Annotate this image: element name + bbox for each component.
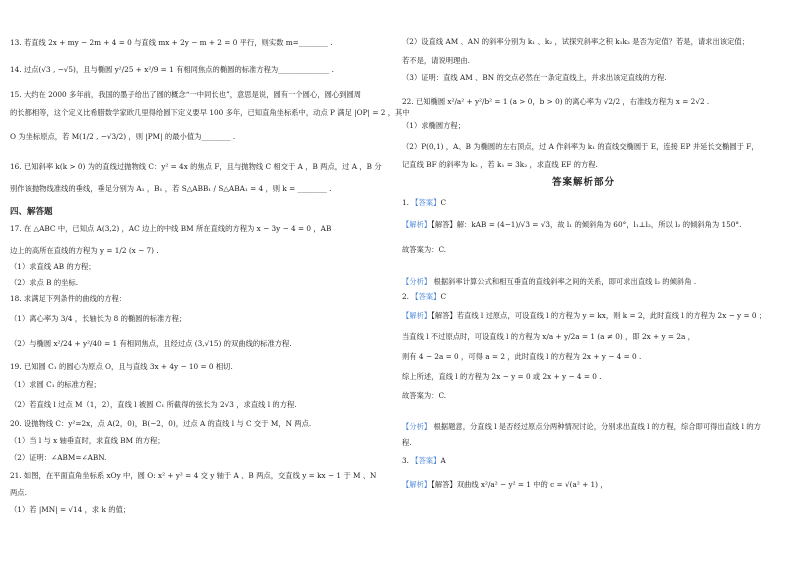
answer-tag: 【解析】 xyxy=(402,480,432,489)
answer-line xyxy=(402,198,446,208)
answer-line xyxy=(402,311,766,321)
answer-tag: 【答案】 xyxy=(411,198,441,207)
answer-text: 程. xyxy=(402,438,412,447)
left-column xyxy=(10,0,410,561)
question-line: 记直线 BF 的斜率为 k₂ ，若 k₁ = 3k₂ ，求直线 EF 的方程. xyxy=(402,160,598,169)
answer-tag: 【分析】 xyxy=(402,277,432,286)
question-line: （2）P(0,1) ，A、B 为椭圆的左右顶点，过 A 作斜率为 k₁ 的直线交椭圆于 E，连接 EP 并延长交椭圆于 F， xyxy=(402,142,759,151)
question-line: 若不是，请说明理由. xyxy=(402,56,470,65)
question-line: （1）求圆 C₁ 的标准方程； xyxy=(10,380,101,389)
question-line: 边上的高所在直线的方程为 y = 1/2 (x − 7) . xyxy=(10,246,159,255)
right-column xyxy=(402,0,782,561)
question-line: （1）若 |MN| = √14 ，求 k 的值； xyxy=(10,505,131,514)
answer-text: 综上所述，直线 l 的方程为 2x − y = 0 或 2x + y − 4 = 0 . xyxy=(402,372,602,381)
answer-tag: 【解析】 xyxy=(402,311,432,320)
question-line: 22. 已知椭圆 x²/a² + y²/b² = 1 (a > 0，b > 0) 的离心率为 √2/2 ，右准线方程为 x = 2√2 . xyxy=(402,97,710,106)
answer-text: 【解答】若直线 l 过原点，可设直线 l 的方程为 y = kx，则 k = 2，此时直线 l 的方程为 2x − y = 0 ； xyxy=(431,311,767,320)
answer-text: 3. xyxy=(402,456,412,465)
section-heading: 四、解答题 xyxy=(10,207,53,217)
answer-text: 则有 4 − 2a = 0 ，可得 a = 2 ，此时直线 l 的方程为 2x + y − 4 = 0 . xyxy=(402,352,642,361)
answer-text: 故答案为：C. xyxy=(402,245,447,254)
question-line: 13. 若直线 2x + my − 2m + 4 = 0 与直线 mx + 2y − m + 2 = 0 平行，则实数 m=________ . xyxy=(10,38,333,47)
answer-line xyxy=(402,245,446,255)
question-line: 两点. xyxy=(10,488,27,497)
answer-line xyxy=(402,422,761,432)
question-line: 15. 大约在 2000 多年前，我国的墨子给出了圆的概念“一中同长也”，意思是说，圆有一个圆心，圆心到圆周 xyxy=(10,90,362,99)
answer-text: 当直线 l 不过原点时，可设直线 l 的方程为 x/a + y/2a = 1 (a ≠ 0) ，即 2x + y = 2a ， xyxy=(402,332,695,341)
answer-line xyxy=(402,456,446,466)
question-line: （2）证明：∠ABM=∠ABN. xyxy=(10,453,107,462)
question-line: （2）若直线 l 过点 M（1，2），直线 l 被圆 C₁ 所截得的弦长为 2√3 ，求直线 l 的方程. xyxy=(10,400,297,409)
answer-line xyxy=(402,352,641,362)
question-line: 别作该抛物线准线的垂线，垂足分别为 A₁ ，B₁ ，若 S△ABB₁ / S△ABA₁ = 4 ，则 k = ________ . xyxy=(10,184,332,193)
answer-line xyxy=(402,391,446,401)
answer-tag: 【答案】 xyxy=(411,456,441,465)
question-line: （1）离心率为 3/4 ，长轴长为 8 的椭圆的标准方程； xyxy=(10,314,187,323)
answer-text: C xyxy=(440,198,447,207)
answer-text: 故答案为：C. xyxy=(402,391,447,400)
question-line: （1）求直线 AB 的方程； xyxy=(10,262,96,271)
question-line: （3）证明：直线 AM 、BN 的交点必然在一条定直线上，并求出该定直线的方程. xyxy=(402,73,667,82)
question-line: 的长都相等，这个定义比希腊数学家欧几里得给圆下定义要早 100 多年，已知直角坐标系中，动点 P 满足 |OP| = 2 ，其中 xyxy=(10,108,410,117)
question-line: 21. 如图，在平面直角坐标系 xOy 中，圆 O: x² + y² = 4 交 y 轴于 A 、B 两点，交直线 y = kx − 1 于 M 、N xyxy=(10,471,377,480)
answer-text: C xyxy=(440,292,447,301)
answer-tag: 【答案】 xyxy=(411,292,441,301)
answer-line xyxy=(402,277,696,287)
answer-line xyxy=(402,332,695,342)
question-line: 18. 求满足下列条件的曲线的方程： xyxy=(10,294,127,303)
answer-section-title: 答案解析部分 xyxy=(552,177,616,188)
answer-line xyxy=(402,480,608,490)
answer-line xyxy=(402,220,741,230)
question-line: 20. 设抛物线 C：y²=2x，点 A(2，0)，B(−2，0)，过点 A 的直线 l 与 C 交于 M，N 两点. xyxy=(10,419,312,428)
answer-text: 1. xyxy=(402,198,412,207)
question-line: （2）设直线 AM 、AN 的斜率分别为 k₁ 、k₂ ，试探究斜率之积 k₁k₂ 是否为定值？若是，请求出该定值； xyxy=(402,37,749,46)
question-line: （1）当 l 与 x 轴垂直时，求直线 BM 的方程； xyxy=(10,436,165,445)
question-line: （2）与椭圆 x²/24 + y²/40 = 1 有相同焦点，且经过点 (3,√15) 的双曲线的标准方程. xyxy=(10,339,292,348)
question-line: 19. 已知圆 C₁ 的圆心为原点 O，且与直线 3x + 4y − 10 = 0 相切. xyxy=(10,362,233,371)
answer-tag: 【分析】 xyxy=(402,422,432,431)
answer-line xyxy=(402,438,412,448)
answer-tag: 【解析】 xyxy=(402,220,432,229)
answer-text: A xyxy=(440,456,446,465)
answer-text: 【解答】解：kAB = (4−1)/√3 = √3，故 l₁ 的倾斜角为 60°，l₁⊥l₂，所以 l₂ 的倾斜角为 150°. xyxy=(431,220,742,229)
question-line: 14. 过点(√3 , −√5)，且与椭圆 y²/25 + x²/9 = 1 有相同焦点的椭圆的标准方程为______________ . xyxy=(10,65,334,74)
question-line: 16. 已知斜率 k(k > 0) 为的直线过抛物线 C：y² = 4x 的焦点 F，且与抛物线 C 相交于 A ，B 两点，过 A ，B 分 xyxy=(10,162,382,171)
answer-text: 【解答】双曲线 x²/a² − y² = 1 中的 c = √(a² + 1) ， xyxy=(431,480,608,489)
answer-line xyxy=(402,292,446,302)
question-line: （2）求点 B 的坐标. xyxy=(10,278,79,287)
answer-text: 根据斜率计算公式和相互垂直的直线斜率之间的关系，即可求出直线 l₂ 的倾斜角 . xyxy=(431,277,697,286)
question-line: （1）求椭圆方程； xyxy=(402,121,466,130)
answer-text: 2. xyxy=(402,292,412,301)
question-line: O 为坐标原点，若 M(1/2 , −√3/2) ，则 |PM| 的最小值为________ . xyxy=(10,132,236,141)
answer-text: 根据题意，分直线 l 是否经过原点分两种情况讨论，分别求出直线 l 的方程，综合即可得出直线 l 的方 xyxy=(431,422,761,431)
answer-line xyxy=(402,372,602,382)
question-line: 17. 在 △ABC 中，已知点 A(3,2) ，AC 边上的中线 BM 所在直线的方程为 x − 3y − 4 = 0 ，AB xyxy=(10,224,332,233)
